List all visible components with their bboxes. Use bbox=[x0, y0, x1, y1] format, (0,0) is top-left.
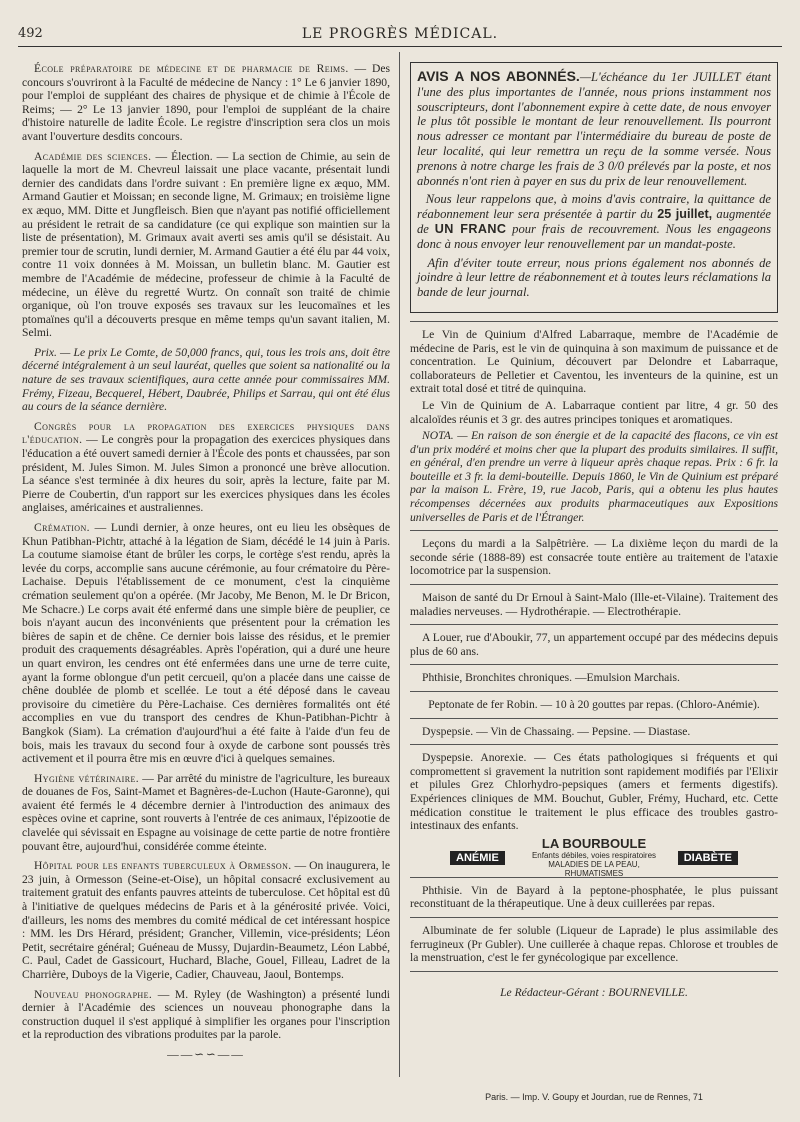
article-academie: Académie des sciences. — Élection. — La section de Chimie, au sein de laquelle la mort de M. Chevreul laissait une place vacante, présentait lundi dernier des candidats dans l'ordre suivant : En première ligne ex æquo, MM. Armand Gautier et Moissan; en seconde ligne, M. Grimaux; en troisième ligne ex æquo, MM. Ditte et Jungfleisch. Bien que n'ayant pas notifié officiellement au président le retrait de sa candidature (ce qui explique son maintien sur la liste de présentation), M. Grimaux avait averti ses amis qu'il se désistait. Au premier tour de scrutin, lundi dernier, M. Armand Gautier a été élu par 44 voix, contre 11 voix données à M. Moissan, un bulletin blanc. M. Gautier est membre de l'Académie de médecine, professeur de chimie à la Faculté de médecine, un élève du regretté Wurtz. On connaît son traité de chimie organique, où l'on trouve exposés ses travaux sur les leucomaïnes et les ptomaïnes qu'il a découverts presque en même temps qu'un savant italien, M. Selmi. bbox=[22, 149, 390, 340]
ad-phthisie: Phthisie, Bronchites chroniques. —Emulsion Marchais. bbox=[410, 664, 778, 685]
right-column bbox=[410, 62, 778, 1072]
article-hygiene: Hygiène vétérinaire. — Par arrêté du ministre de l'agriculture, les bureaux de douanes de Fos, Saint-Mamet et Bagnères-de-Luchon (Haute-Garonne), qui avaient été fermés le 4 décembre dernier à l'introduction des animaux des espèces ovine et caprine, sont rouverts à l'entrée de ces animaux, l'épizootie de clavelée qui sévissait en Espagne au voisinage de cette partie de notre frontière pouvant être, aujourd'hui, considérée comme éteinte. bbox=[22, 771, 390, 853]
ad-louer: A Louer, rue d'Aboukir, 77, un appartement occupé par des médecins depuis plus de 60 ans. bbox=[410, 624, 778, 658]
ad-chassaing: Dyspepsie. — Vin de Chassaing. — Pepsine. — Diastase. bbox=[410, 718, 778, 739]
notice-paragraph-1: AVIS A NOS ABONNÉS.—L'échéance du 1er JUILLET étant l'une des plus importantes de l'année, nous prions instamment nos souscripteurs, dont l'abonnement expire à cette date, de nous envoyer le plus tôt possible le montant de leur renouvellement. Ils pourront nous adresser ce montant par l'intermédiaire du bureau de poste de leur localité, qui leur remettra un reçu de la somme versée. Nous prenons à notre charge les frais de 3 0/0 prélevés par la poste, et nos abonnés n'ont rien à payer en sus du prix de leur renouvellement. bbox=[417, 68, 772, 188]
article-congres: Congrès pour la propagation des exercices physiques dans l'éducation. — Le congrès pour la propagation des exercices physiques dans l'éducation a été ouvert samedi dernier à l'École des ponts et chaussées, par son président, M. Jules Simon. M. Jules Simon a prononcé une brève allocution. La séance s'est terminée à dix heures du soir, après la lecture, faite par M. Pierre de Coubertin, d'un rapport sur les exercices physiques dans les écoles anglaises, américaines et australiennes. bbox=[22, 419, 390, 515]
notice-paragraph-2: Nous leur rappelons que, à moins d'avis contraire, la quittance de réabonnement leur sera présentée à partir du 25 juillet, augmentée de UN FRANC pour frais de recouvrement. Nous les engageons donc à nous envoyer leur renouvellement par un mandat-poste. bbox=[417, 192, 772, 251]
ad-bayard: Phthisie. Vin de Bayard à la peptone-phosphatée, le plus puissant reconstituant de la thérapeutique. Une à deux cuillerées par repas. bbox=[410, 877, 778, 911]
bourboule-anemie-label: ANÉMIE bbox=[450, 851, 505, 865]
page-header bbox=[18, 24, 782, 47]
ad-laprade: Albuminate de fer soluble (Liqueur de Laprade) le plus assimilable des ferrugineux (Pr Gubler). Une cuillerée à chaque repas. Chlorose et troubles de la menstruation, c'est le fer gynécologique par excellence. bbox=[410, 917, 778, 965]
bourboule-subtitle: Enfants débiles, voies respiratoires MALADIES DE LA PEAU, RHUMATISMES bbox=[531, 850, 657, 878]
ad-maison-sante: Maison de santé du Dr Ernoul à Saint-Malo (Ille-et-Vilaine). Traitement des maladies nerveuses. — Hydrothérapie. — Electrothérapie. bbox=[410, 584, 778, 618]
column-rule bbox=[399, 52, 400, 1077]
article-prix: Prix. — Le prix Le Comte, de 50,000 francs, qui, tous les trois ans, doit être décerné intégralement à un seul lauréat, quelles que soient sa nationalité ou la nature de ses travaux scientifiques, aura cette année pour commissaires MM. Frémy, Fizeau, Becquerel, Hébert, Daubrée, Philips et Sarrau, qui ont été élus au cours de la séance dernière. bbox=[22, 345, 390, 414]
signature-block bbox=[410, 971, 778, 1000]
article-reims: École préparatoire de médecine et de pharmacie de Reims. — Des concours s'ouvriront à la Faculté de médecine de Nancy : 1° Le 6 janvier 1890, pour l'emploi de suppléant des chaires de physique et de chimie à l'École de Reims; — 2° Le 13 janvier 1890, pour l'emploi de suppléant de la chaire d'histoire naturelle de ladite École. Le registre d'inscription sera clos un mois avant l'ouverture desdits concours. bbox=[22, 62, 390, 143]
subscriber-notice bbox=[410, 62, 778, 313]
ad-peptonate: Peptonate de fer Robin. — 10 à 20 gouttes par repas. (Chloro-Anémie). bbox=[410, 691, 778, 712]
notice-title: AVIS A NOS ABONNÉS. bbox=[417, 68, 580, 84]
bourboule-diabete-label: DIABÈTE bbox=[678, 851, 738, 865]
signature: Le Rédacteur-Gérant : BOURNEVILLE. bbox=[500, 985, 688, 999]
ad-bourboule bbox=[410, 835, 778, 878]
notice-paragraph-3: Afin d'éviter toute erreur, nous prions également nos abonnés de joindre à leur lettre de réabonnement et à toutes leurs réclamations la bande de leur journal. bbox=[417, 255, 772, 300]
end-divider: ——∽∽—— bbox=[167, 1047, 245, 1061]
ad-labarraque: Le Vin de Quinium d'Alfred Labarraque, membre de l'Académie de médecine de Paris, est le vin de quinquina à son maximum de puissance et de concentration. Le Quinium, découvert par Delondre et Labarraque, collaborateurs de Pelletier et Caventou, les inventeurs de la quinine, est un extrait total dosé et titré de quinquina. Le Vin de Quinium de A. Labarraque contient par litre, 4 gr. 50 des alcaloïdes réunis et 3 gr. des autres principes toniques et aromatiques. NOTA. — En raison de son énergie et de la capacité des flacons, ce vin est d'un prix modéré et moins cher que la plupart des produits similaires. Il suffit, en général, d'en prendre un verre à liqueur après chaque repas. Prix : 6 fr. la bouteille et 3 fr. la demi-bouteille. Depuis 1860, le Vin de Quinium est préparé par la maison L. Frère, 19, rue Jacob, Paris, qui a obtenu les plus hautes récompenses décernées aux produits pharmaceutiques aux Expositions universelles de Paris et de l'Étranger. bbox=[410, 321, 778, 524]
left-column bbox=[22, 62, 390, 1072]
bourboule-title: LA BOURBOULE bbox=[541, 835, 647, 851]
article-phonographe: Nouveau phonographe. — M. Ryley (de Washington) a présenté lundi dernier à l'Académie des sciences un nouveau phonographe dans la construction duquel il s'est appliqué à simplifier les organes pour l'inscription et la reproduction des vibrations produites par la parole. bbox=[22, 987, 390, 1042]
running-title: LE PROGRÈS MÉDICAL. bbox=[301, 26, 499, 42]
ad-lecons: Leçons du mardi a la Salpêtrière. — La dixième leçon du mardi de la seconde série (1888-89) est consacrée toute entière au traitement de l'ataxie locomotrice par la suspension. bbox=[410, 530, 778, 578]
page-number: 492 bbox=[18, 26, 43, 41]
ad-grez: Dyspepsie. Anorexie. — Ces états pathologiques si fréquents et qui compromettent si gravement la nutrition sont rapidement modifiés par l'Elixir et pilules Grez Chlorhydro-pepsiques (amers et ferments digestifs). Expériences cliniques de MM. Bouchut, Gubler, Frémy, Huchard, etc. Cette médication constitue le traitement le plus efficace des troubles gastro-intestinaux des enfants. bbox=[410, 744, 778, 833]
article-hopital: Hôpital pour les enfants tuberculeux à Ormesson. — On inaugurera, le 23 juin, à Ormesson (Seine-et-Oise), un hôpital consacré exclusivement au traitement gratuit des enfants pauvres atteints de tuberculose. Cet hôpital est dû à l'initiative de quelques médecins de Paris et à la générosité privée. Voici, d'ailleurs, les noms des membres du comité médical de cet intéressant hospice : MM. les Drs Hérard, président; Grancher, Villemin, vice-présidents; Léon Petit, secrétaire général; Guéneau de Mussy, Dujardin-Beaumetz, Léon Labbé, C. Paul, Cadet de Gassicourt, Huchard, Blache, Gouel, Filleau, Ladret de la Charrière, Duboys de la Vigerie, Cadier, Chauveau, Jaoul, Bontemps. bbox=[22, 859, 390, 981]
article-cremation: Crémation. — Lundi dernier, à onze heures, ont eu lieu les obsèques de Khun Patibhan-Pichtr, attaché à la légation de Siam, décédé le 14 juin à Paris. La coutume siamoise étant de brûler les corps, le cortège s'est rendu, après la levée du corps, accomplie sans aucune cérémonie, au four crématoire du Père-Lachaise. Depuis l'établissement de ce monument, c'est la cinquième crémation seulement qu'on a opérée. (Mr Jacoby, Me Benon, M. le Dr Bricon, Me Schacre.) Le corps avait été enfermé dans une simple bière de peuplier, ce bois n'ayant aucun des inconvénients que présentent pour la crémation les bières de sapin et de chêne. Ce dernier bois laisse des résidus, et le premier produit des craquements désagréables. Après l'opération, qui a duré une heure un quart environ, les cendres ont été enfermées dans une urne de terre cuite, ayant la forme oblongue d'un petit cercueil, qu'on a placée dans une caisse de chêne doublée de plomb et scellée. Le tout a été déposé dans le caveau provisoire du cimetière du Père-Lachaise. Ces dernières formalités ont été accomplies en vue du transport des cendres de Khun-Patibhan-Pichtr à Bangkok (Siam). La crémation d'aujourd'hui a été faite à l'aide d'un feu de bois, mais les travaux du second four à oxyde de carbone sont poussés très activement et il pourra être mis en œuvre d'ici à quelques semaines. bbox=[22, 521, 390, 766]
printer-line: Paris. — Imp. V. Goupy et Jourdan, rue de Rennes, 71 bbox=[485, 1092, 703, 1102]
